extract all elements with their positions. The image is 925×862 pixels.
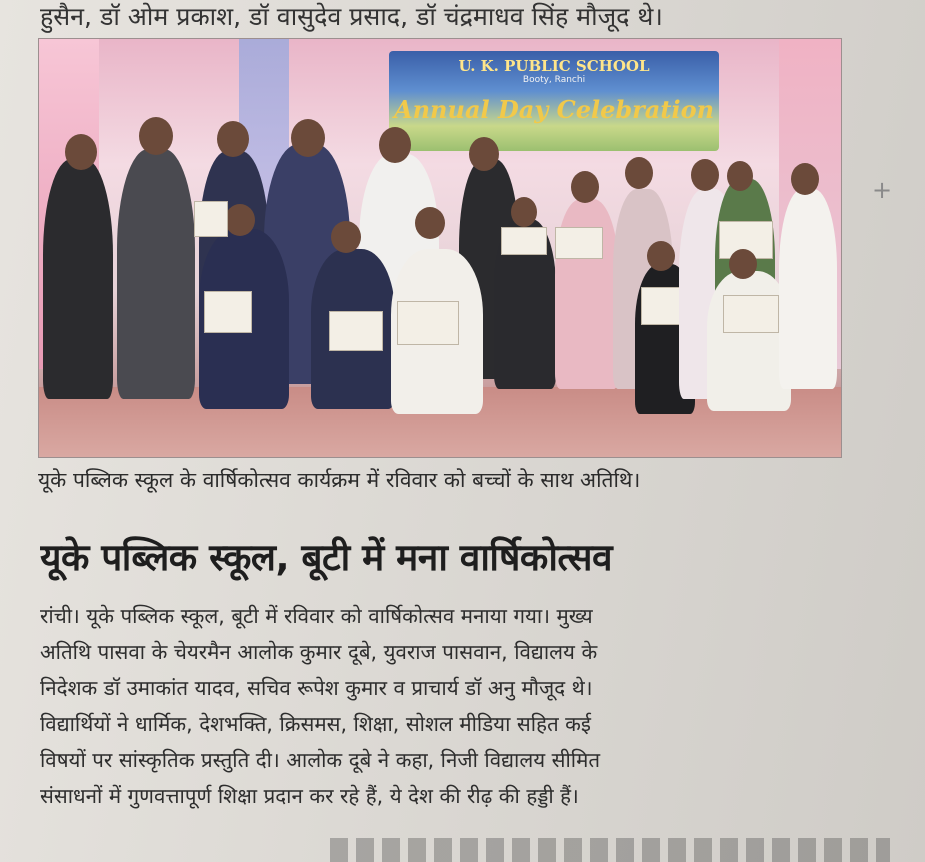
certificate — [204, 291, 252, 333]
guest-figure — [43, 159, 113, 399]
student-head — [511, 197, 537, 227]
guest-head — [291, 119, 325, 157]
student-head — [331, 221, 361, 253]
student-head — [571, 171, 599, 203]
student-head — [727, 161, 753, 191]
body-line: संसाधनों में गुणवत्तापूर्ण शिक्षा प्रदान कर रहे हैं, ये देश की रीढ़ की हड्डी हैं। — [40, 784, 579, 808]
student-head — [647, 241, 675, 271]
article-headline: यूके पब्लिक स्कूल, बूटी में मना वार्षिकोत्सव — [40, 536, 613, 579]
guest-head — [65, 134, 97, 170]
margin-pen-mark: + — [872, 176, 893, 204]
stage-banner — [389, 51, 719, 151]
body-line: विद्यार्थियों ने धार्मिक, देशभक्ति, क्रिसमस, शिक्षा, सोशल मीडिया सहित कई — [40, 712, 591, 736]
student-head — [415, 207, 445, 239]
guest-head — [469, 137, 499, 171]
body-line: विषयों पर सांस्कृतिक प्रस्तुति दी। आलोक दूबे ने कहा, निजी विद्यालय सीमित — [40, 748, 601, 772]
previous-article-line: हुसैन, डॉ ओम प्रकाश, डॉ वासुदेव प्रसाद, डॉ चंद्रमाधव सिंह मौजूद थे। — [40, 2, 663, 31]
next-headline-fragment — [330, 838, 890, 862]
banner-subtitle: Booty, Ranchi — [522, 75, 586, 85]
student-head — [729, 249, 757, 279]
student-figure — [779, 189, 837, 389]
banner-title: Annual Day Celebration — [393, 95, 715, 124]
certificate — [555, 227, 603, 259]
guest-figure — [117, 149, 195, 399]
certificate — [397, 301, 459, 345]
body-line: रांची। यूके पब्लिक स्कूल, बूटी में रविवार को वार्षिकोत्सव मनाया गया। मुख्य — [40, 604, 593, 628]
body-line: अतिथि पासवा के चेयरमैन आलोक कुमार दूबे, युवराज पासवान, विद्यालय के — [40, 640, 598, 664]
banner-school-name: U. K. PUBLIC SCHOOL — [458, 57, 650, 75]
certificate — [194, 201, 228, 237]
student-head — [225, 204, 255, 236]
guest-head — [379, 127, 411, 163]
student-head — [691, 159, 719, 191]
event-photo — [38, 38, 842, 458]
article-body — [40, 598, 870, 814]
guest-head — [217, 121, 249, 157]
student-head — [791, 163, 819, 195]
certificate — [329, 311, 383, 351]
certificate — [501, 227, 547, 255]
student-head — [625, 157, 653, 189]
certificate — [723, 295, 779, 333]
guest-head — [139, 117, 173, 155]
body-line: निदेशक डॉ उमाकांत यादव, सचिव रूपेश कुमार व प्राचार्य डॉ अनु मौजूद थे। — [40, 676, 593, 700]
photo-caption: यूके पब्लिक स्कूल के वार्षिकोत्सव कार्यक्रम में रविवार को बच्चों के साथ अतिथि। — [38, 468, 641, 492]
